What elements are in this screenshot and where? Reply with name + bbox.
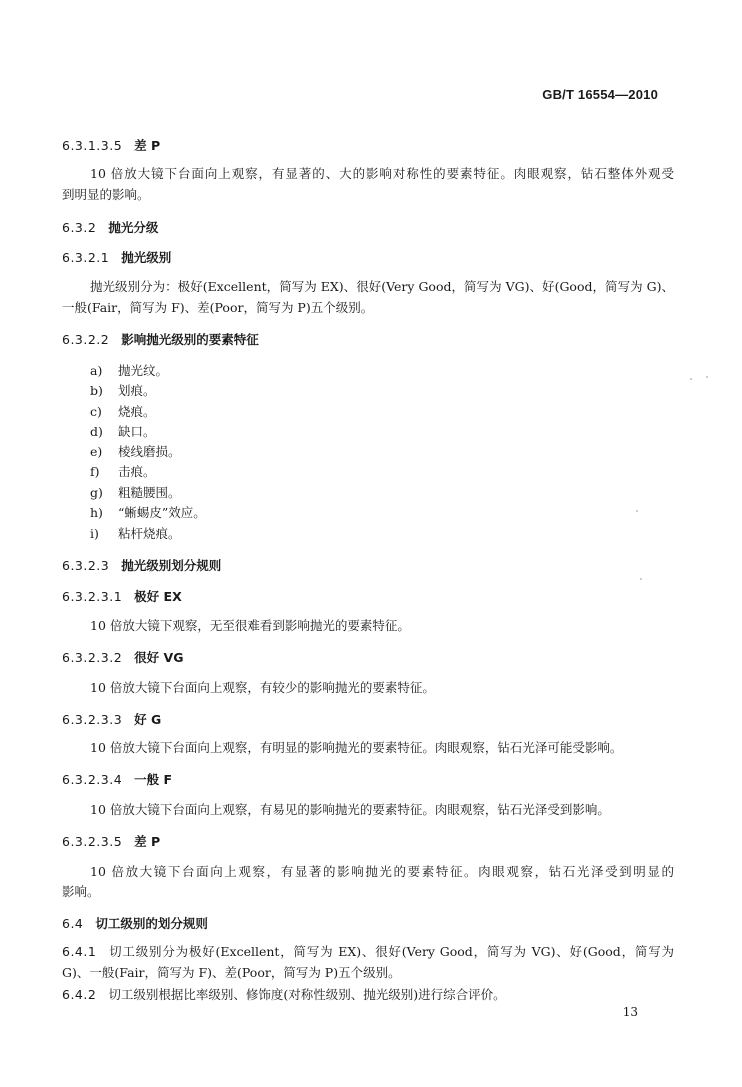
clause-number: 6.4.2 [62,987,97,1002]
list-item [90,422,156,440]
list-label: b) [90,383,103,398]
section-number: 6.3.2.3.4 [62,772,123,787]
section-heading [62,648,183,666]
list-item [90,483,181,501]
paragraph-line [62,942,674,960]
section-title: 好 G [134,712,162,727]
scan-speck [706,376,708,378]
list-label: i) [90,526,99,541]
clause-text: 切工级别根据比率级别、修饰度(对称性级别、抛光级别)进行综合评价。 [108,987,506,1002]
list-label: d) [90,424,103,439]
paragraph-line: 10 倍放大镜下台面向上观察，有显著的影响抛光的要素特征。肉眼观察，钻石光泽受到明显的 [90,864,674,879]
clause-number: 6.4.1 [62,944,97,959]
section-heading [62,136,160,154]
section-title: 差 P [134,834,161,849]
list-item [90,361,168,379]
paragraph-line: 10 倍放大镜下台面向上观察，有明显的影响抛光的要素特征。肉眼观察，钻石光泽可能受影响。 [90,740,623,755]
section-number: 6.3.2.3.1 [62,589,123,604]
section-heading [62,587,182,605]
section-title: 差 P [134,138,161,153]
list-label: g) [90,485,103,500]
section-heading [62,218,158,236]
list-text: “蜥蜴皮”效应。 [118,505,206,520]
list-item [90,503,206,521]
section-number: 6.3.2.2 [62,332,110,347]
paragraph-line: 10 倍放大镜下台面向上观察，有易见的影响抛光的要素特征。肉眼观察，钻石光泽受到影响。 [90,802,610,817]
list-text: 棱线磨损。 [118,444,181,459]
section-heading [62,770,172,788]
list-text: 击痕。 [118,464,156,479]
section-number: 6.4 [62,916,84,931]
paragraph-line: 影响。 [62,884,100,899]
list-item [90,402,156,420]
list-item [90,462,156,480]
paragraph-line: G)、一般(Fair，简写为 F)、差(Poor，简写为 P)五个级别。 [62,965,401,980]
clause-text: 切工级别分为极好(Excellent，简写为 EX)、很好(Very Good，简写为 VG)、好(Good，简写为 [108,944,674,959]
scan-speck [640,578,642,580]
list-text: 抛光纹。 [118,363,169,378]
section-title: 抛光分级 [108,220,159,235]
list-label: e) [90,444,103,459]
standard-code-header: GB/T 16554—2010 [542,87,658,102]
page-number: 13 [622,1005,638,1019]
scan-speck [690,378,692,380]
paragraph-line: 10 倍放大镜下台面向上观察，有显著的、大的影响对称性的要素特征。肉眼观察，钻石整体外观受 [90,166,674,181]
section-title: 影响抛光级别的要素特征 [121,332,259,347]
scan-speck [636,510,638,512]
list-label: f) [90,464,100,479]
list-text: 缺口。 [118,424,156,439]
list-text: 烧痕。 [118,404,156,419]
section-title: 抛光级别划分规则 [121,558,222,573]
paragraph-line: 一般(Fair，简写为 F)、差(Poor，简写为 P)五个级别。 [62,300,374,315]
paragraph-line: 10 倍放大镜下台面向上观察，有较少的影响抛光的要素特征。 [90,680,435,695]
list-item [90,381,156,399]
section-number: 6.3.2.1 [62,250,110,265]
section-number: 6.3.2.3 [62,558,110,573]
paragraph-line: 到明显的影响。 [62,187,150,202]
section-heading [62,832,160,850]
paragraph-line: 抛光级别分为：极好(Excellent，简写为 EX)、很好(Very Good，简写为 VG)、好(Good，简写为 G)、 [90,279,674,294]
list-item [90,524,181,542]
section-heading [62,710,161,728]
section-heading [62,914,208,932]
section-title: 切工级别的划分规则 [95,916,208,931]
section-title: 很好 VG [134,650,184,665]
section-title: 一般 F [134,772,173,787]
list-label: h) [90,505,103,520]
list-label: a) [90,363,103,378]
section-number: 6.3.2 [62,220,97,235]
list-label: c) [90,404,102,419]
list-text: 粘杆烧痕。 [118,526,181,541]
section-number: 6.3.1.3.5 [62,138,123,153]
paragraph-line [62,985,506,1003]
section-number: 6.3.2.3.5 [62,834,123,849]
list-text: 粗糙腰围。 [118,485,181,500]
paragraph-line: 10 倍放大镜下观察，无至很难看到影响抛光的要素特征。 [90,618,410,633]
section-number: 6.3.2.3.3 [62,712,123,727]
section-heading [62,556,221,574]
section-number: 6.3.2.3.2 [62,650,123,665]
section-heading [62,248,171,266]
list-text: 划痕。 [118,383,156,398]
section-heading [62,330,259,348]
section-title: 极好 EX [134,589,182,604]
section-title: 抛光级别 [121,250,172,265]
list-item [90,442,181,460]
